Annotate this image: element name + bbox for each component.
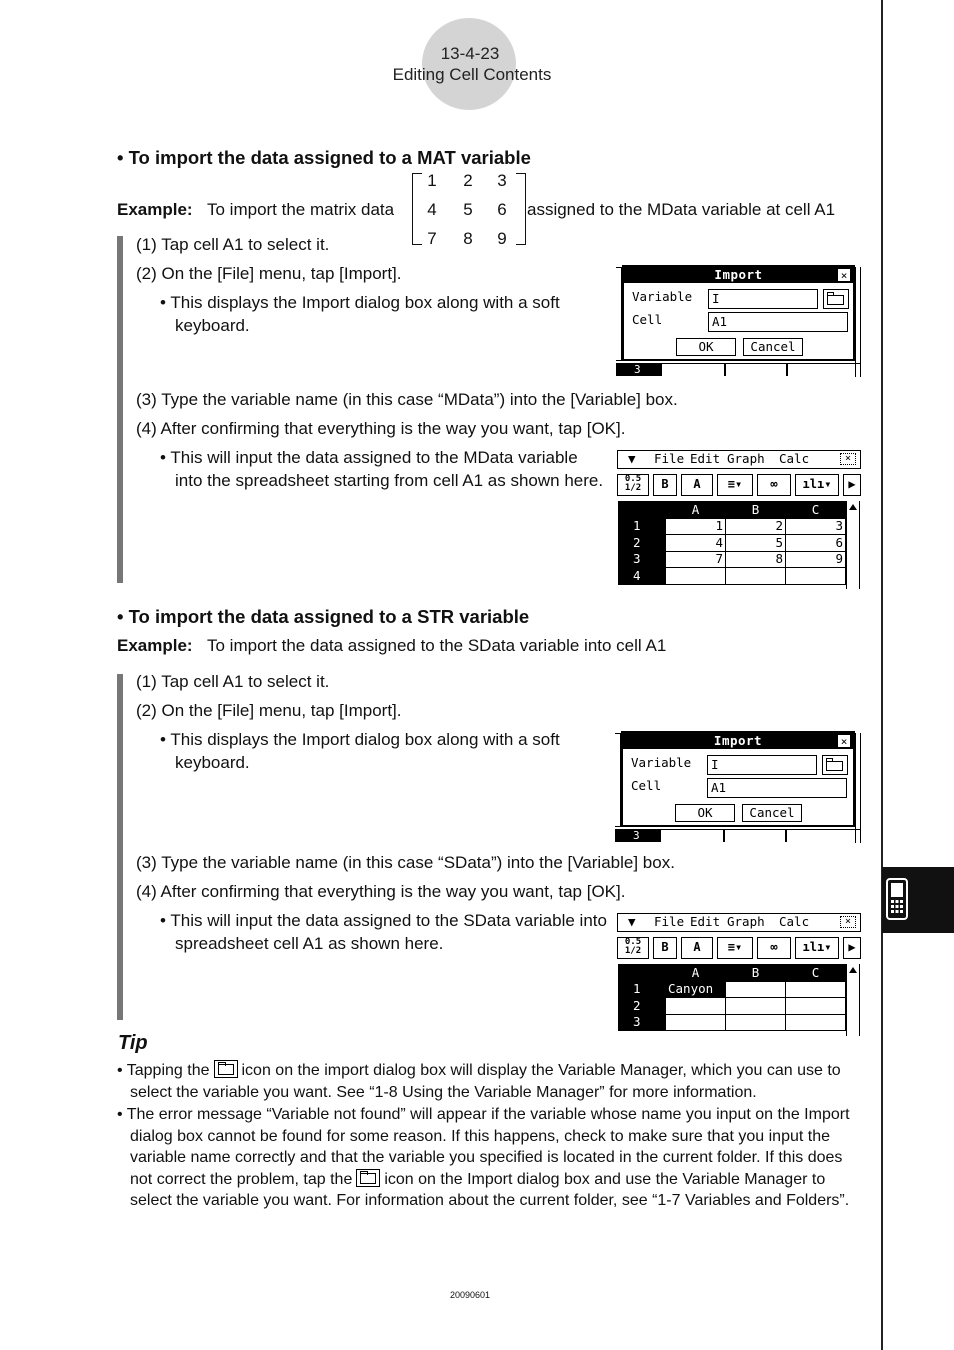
cell[interactable]: 2 [726,518,786,535]
column-header[interactable]: B [726,965,786,982]
dialog-title: Import [624,267,853,283]
section1-step-bar [117,236,123,583]
header-circle [422,18,516,110]
column-header[interactable]: C [786,965,846,982]
menu-arrow-icon[interactable]: ▼ [628,914,636,929]
tip-item-2-text-after: icon on the Import dialog box and use the Variable Manager to select the variable you want. For information about the current folder, see “1-7 Variables and Folders”. [130,1170,850,1209]
section1-bullet-1: • This displays the Import dialog box along with a soft keyboard. [160,293,560,335]
close-icon[interactable]: × [838,269,850,281]
section1-bullet-2: • This will input the data assigned to the MData variable into the spreadsheet starting from cell A1 as shown here. [160,448,604,490]
fraction-decimal-button[interactable]: 0.5 1/2 [617,474,649,496]
section1-example-label: Example: [117,200,193,219]
cancel-button[interactable]: Cancel [742,804,802,822]
cell[interactable]: 4 [666,535,726,552]
vertical-scrollbar[interactable] [846,501,860,589]
section1-example-text: To import the matrix data [207,200,395,219]
section2-example-text: To import the data assigned to the SData variable into cell A1 [207,636,667,655]
bg-scrollbar [855,733,861,843]
section2-step-4: (4) After confirming that everything is the way you want, tap [OK]. [136,882,626,901]
section1-example-text-after: assigned to the MData variable at cell A1 [527,200,836,219]
variable-field[interactable]: I [708,289,818,309]
calculator-icon [882,867,954,933]
align-button[interactable]: ≡▾ [717,937,753,959]
cell-label: Cell [631,778,662,793]
folder-icon[interactable] [823,289,849,309]
row-header[interactable]: 4 [619,568,666,585]
row-header[interactable]: 1 [619,981,666,998]
tip-item-2-text: • The error message “Variable not found” will appear if the variable whose name you input on the Import dialog box cannot be found for some reason. If this happens, check to make sure that you input the variable name correctly and that the variable you specified is located in the current folder. If this does not correct the problem, tap the [117,1106,850,1188]
import-dialog-screenshot-1 [616,265,863,377]
section2-step-3: (3) Type the variable name (in this case “SData”) into the [Variable] box. [136,853,675,872]
menu-calc[interactable]: Calc [779,914,810,929]
menu-bar [617,913,861,932]
row-header[interactable]: 1 [619,518,666,535]
tip-title: Tip [118,1032,148,1054]
corner-cell [619,502,666,519]
row-header[interactable]: 3 [619,1014,666,1031]
section2-bullet-1: • This displays the Import dialog box along with a soft keyboard. [160,730,560,772]
cell[interactable] [726,998,786,1015]
column-header[interactable]: A [666,502,726,519]
menu-file[interactable]: File [654,914,685,929]
cell[interactable]: 9 [786,551,846,568]
cell[interactable]: Canyon [666,981,726,998]
matrix-cell: 7 [427,229,437,248]
matrix-right-bracket [516,173,526,245]
bg-col-divider [723,830,725,842]
cell[interactable] [726,1014,786,1031]
cell[interactable]: 1 [666,518,726,535]
spreadsheet-screenshot-1 [617,450,863,590]
matrix-cell: 2 [463,171,473,190]
variable-field[interactable]: I [707,755,817,775]
cell[interactable]: 6 [786,535,846,552]
ok-button[interactable]: OK [676,338,736,356]
matrix-cell: 6 [497,200,507,219]
menu-edit[interactable]: Edit [690,451,721,466]
row-header[interactable]: 2 [619,535,666,552]
matrix-cell: 3 [497,171,507,190]
scroll-up-icon[interactable] [849,967,857,973]
scroll-up-icon[interactable] [849,504,857,510]
scroll-right-icon[interactable]: ▶ [843,937,861,959]
cell[interactable] [786,981,846,998]
cell[interactable] [786,998,846,1015]
tip-item-1-text-after: icon on the import dialog box will display the Variable Manager, which you can use to select the variable you want. See “1-8 Using the Variable Manager” for more information. [130,1062,841,1101]
ok-button[interactable]: OK [675,804,735,822]
spreadsheet-screenshot-2 [617,913,863,1037]
footer-code: 20090601 [449,1290,491,1300]
folder-icon [214,1060,238,1078]
section1-step-2: (2) On the [File] menu, tap [Import]. [136,264,402,283]
fraction-decimal-button[interactable]: 0.5 1/2 [617,937,649,959]
matrix-cell: 9 [497,229,507,248]
text-edit-button[interactable]: A [681,474,713,496]
menu-graph[interactable]: Graph [727,914,765,929]
row-header[interactable]: 3 [619,551,666,568]
matrix-cell: 5 [463,200,473,219]
bold-button[interactable]: B [653,474,677,496]
menu-graph[interactable]: Graph [727,451,765,466]
menu-arrow-icon[interactable]: ▼ [628,451,636,466]
section1-step-1: (1) Tap cell A1 to select it. [136,235,330,254]
bg-col-divider [786,364,788,376]
close-icon[interactable]: × [840,453,856,465]
close-icon[interactable]: × [840,916,856,928]
matrix [412,170,526,250]
menu-edit[interactable]: Edit [690,914,721,929]
matrix-cell: 4 [427,200,437,219]
import-dialog [622,265,855,361]
close-icon[interactable]: × [838,735,850,747]
bg-scrollbar [855,267,861,377]
matrix-cell: 8 [463,229,473,248]
variable-label: Variable [632,289,693,304]
dialog-title: Import [623,733,853,749]
cell[interactable]: 5 [726,535,786,552]
variable-label: Variable [631,755,692,770]
bg-col-divider [724,364,726,376]
text-edit-button[interactable]: A [681,937,713,959]
section2-step-bar [117,674,123,1020]
cell[interactable] [666,568,726,585]
cell-field[interactable]: A1 [708,312,848,332]
section2-step-1: (1) Tap cell A1 to select it. [136,672,330,691]
menu-bar [617,450,861,469]
folder-icon [356,1169,380,1187]
cell-field[interactable]: A1 [707,778,847,798]
page-number: 13-4-23 [440,44,500,63]
vertical-scrollbar[interactable] [846,964,860,1036]
glasses-icon[interactable]: ∞ [757,474,791,496]
section2-bullet-2: • This will input the data assigned to the SData variable into spreadsheet cell A1 as shown here. [160,911,607,953]
tip-item-2 [117,1104,869,1212]
cell[interactable] [726,568,786,585]
cell[interactable] [666,998,726,1015]
cell[interactable]: 3 [786,518,846,535]
matrix-cell: 1 [427,171,437,190]
cell[interactable]: 8 [726,551,786,568]
column-header[interactable]: A [666,965,726,982]
cell-label: Cell [632,312,663,327]
menu-calc[interactable]: Calc [779,451,810,466]
cell[interactable] [786,1014,846,1031]
menu-file[interactable]: File [654,451,685,466]
import-dialog [621,731,855,827]
spreadsheet-grid [618,501,846,585]
section2-heading: • To import the data assigned to a STR variable [117,606,530,627]
bold-button[interactable]: B [653,937,677,959]
scroll-right-icon[interactable]: ▶ [843,474,861,496]
chapter-tab [882,867,954,933]
margin-rule [881,0,883,1350]
section1-step-3: (3) Type the variable name (in this case “MData”) into the [Variable] box. [136,390,678,409]
tip-item-1-text: • Tapping the [117,1062,210,1079]
cell[interactable] [786,568,846,585]
column-header[interactable]: B [726,502,786,519]
bg-grid-row [615,829,861,843]
column-header[interactable]: C [786,502,846,519]
corner-cell [619,965,666,982]
section2-step-2: (2) On the [File] menu, tap [Import]. [136,701,402,720]
toolbar [617,474,863,496]
glasses-icon[interactable]: ∞ [757,937,791,959]
spreadsheet-grid [618,964,846,1031]
align-button[interactable]: ≡▾ [717,474,753,496]
cancel-button[interactable]: Cancel [743,338,803,356]
graph-button[interactable]: ılı▾ [795,474,839,496]
tip-item-1 [117,1060,867,1103]
folder-icon[interactable] [822,755,848,775]
section1-step-4: (4) After confirming that everything is the way you want, tap [OK]. [136,419,626,438]
bg-row-header: 3 [615,830,661,842]
bg-col-divider [785,830,787,842]
bg-row-header: 3 [616,364,662,376]
graph-button[interactable]: ılı▾ [795,937,839,959]
toolbar [617,937,863,959]
page-subtitle: Editing Cell Contents [392,65,552,84]
bg-grid-row [616,363,861,377]
row-header[interactable]: 2 [619,998,666,1015]
cell[interactable]: 7 [666,551,726,568]
cell[interactable] [666,1014,726,1031]
section1-heading: • To import the data assigned to a MAT variable [117,147,531,168]
section2-example-label: Example: [117,636,193,655]
import-dialog-screenshot-2 [615,731,863,843]
cell[interactable] [726,981,786,998]
